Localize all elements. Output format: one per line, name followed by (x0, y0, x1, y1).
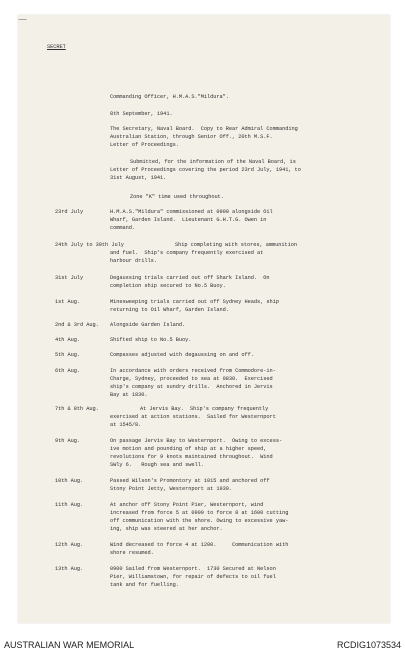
entry-line: Alongside Garden Island. (110, 322, 186, 328)
entry-line: shore resumed. (110, 550, 154, 556)
entry-line: SWly 6. Rough sea and swell. (110, 462, 204, 468)
archive-footer (0, 627, 405, 654)
letter-date: 8th September, 1941. (110, 111, 173, 117)
recipients-line: Letter of Proceedings. (110, 142, 179, 148)
entry-line: command. (110, 225, 136, 231)
entry-line: Minesweeping trials carried out off Sydney Heads, ship (110, 299, 279, 305)
entry-line: Wharf, Garden Island. Lieutenant G.H.T.G. Owen in (110, 217, 267, 223)
entry-line: H.M.A.S."Mildura" commissioned at 0900 alongside Oil (110, 209, 273, 215)
entry-date: 6th Aug. (55, 368, 81, 374)
entry-line: Stony Point Jetty, Westernport at 1930. (110, 486, 233, 492)
entry-line: Bay at 1830. (110, 392, 148, 398)
entry-line: ship's company at sundry drills. Anchored in Jervis (110, 384, 273, 390)
entry-line: exercised at action stations. Sailed for Westernport (110, 414, 276, 420)
entry-date: 7th & 8th Aug. (55, 406, 99, 412)
footer-record-id: RCDIG1073534 (336, 640, 401, 650)
intro-line: Letter of Proceedings covering the period 23rd July, 1941, to (110, 167, 301, 173)
classification-marking: SECRET (47, 44, 66, 50)
entry-date: 13th Aug. (55, 566, 84, 572)
entry-date: 10th Aug. (55, 478, 84, 484)
entry-line: On passage Jervis Bay to Westernport. Owing to excess- (110, 438, 283, 444)
entry-line: ive motion and pounding of ship at a higher speed, (110, 446, 267, 452)
recipients-line: Australian Station, through Senior Off., 20th M.S.F. (110, 134, 273, 140)
entry-date: 9th Aug. (55, 438, 81, 444)
document-page (18, 15, 390, 623)
entry-date: 24th July to 30th July (55, 242, 124, 248)
entry-line: revolutions for 9 knots maintained throughout. Wind (110, 454, 273, 460)
entry-date: 23rd July (55, 209, 84, 215)
entry-line: At anchor off Stony Point Pier, Westernport, wind (110, 502, 264, 508)
entry-line: Compasses adjusted with degaussing on and off. (110, 352, 254, 358)
entry-line: In accordance with orders received from Commodore-in- (110, 368, 276, 374)
entry-date: 12th Aug. (55, 542, 84, 548)
entry-line: Pier, Williamstown, for repair of defects to oil fuel (110, 574, 276, 580)
entry-line: Degaussing trials carried out off Shark Island. On (110, 275, 270, 281)
entry-line: increased from force 5 at 0900 to force 8 at 1600 cutting (110, 510, 289, 516)
entry-line: 0900 Sailed from Westernport. 1730 Secured at Nelson (110, 566, 276, 572)
entry-date: 31st July (55, 275, 84, 281)
entry-date: 1st Aug. (55, 299, 81, 305)
recipients-line: The Secretary, Naval Board. Copy to Rear Admiral Commanding (110, 126, 298, 132)
entry-line: ing, ship was steered at her anchor. (110, 526, 223, 532)
entry-line: completion ship secured to No.5 Buoy. (110, 283, 226, 289)
footer-institution: AUSTRALIAN WAR MEMORIAL (4, 640, 135, 650)
intro-line: Submitted, for the information of the Naval Board, is (130, 159, 296, 165)
entry-date: 11th Aug. (55, 502, 84, 508)
entry-line: harbour drills. (110, 258, 157, 264)
entry-line: Charge, Sydney, proceeded to sea at 0830. Exercised (110, 376, 273, 382)
entry-date: 2nd & 3rd Aug. (55, 322, 99, 328)
addressee: Commanding Officer, H.M.A.S."Mildura". (110, 94, 229, 100)
entry-date: 4th Aug. (55, 337, 81, 343)
entry-line: Ship completing with stores, ammunition (175, 242, 298, 248)
zone-note: Zone "K" time used throughout. (130, 194, 224, 200)
entry-date: 5th Aug. (55, 352, 81, 358)
entry-line: Passed Wilson's Promontory at 1015 and anchored off (110, 478, 270, 484)
entry-line: At Jervis Bay. Ship's company frequently (140, 406, 269, 412)
entry-line: tank and for fuelling. (110, 582, 179, 588)
entry-line: Wind decreased to force 4 at 1200. Communication with (110, 542, 289, 548)
entry-line: off communication with the shore. Owing to excessive yaw- (110, 518, 289, 524)
intro-line: 31st August, 1941. (110, 175, 167, 181)
entry-line: and fuel. Ship's company frequently exercised at (110, 250, 264, 256)
entry-line: at 1545/8. (110, 422, 142, 428)
handwritten-mark: — (18, 15, 27, 25)
entry-line: Shifted ship to No.5 Buoy. (110, 337, 192, 343)
entry-line: returning to Oil Wharf, Garden Island. (110, 307, 229, 313)
